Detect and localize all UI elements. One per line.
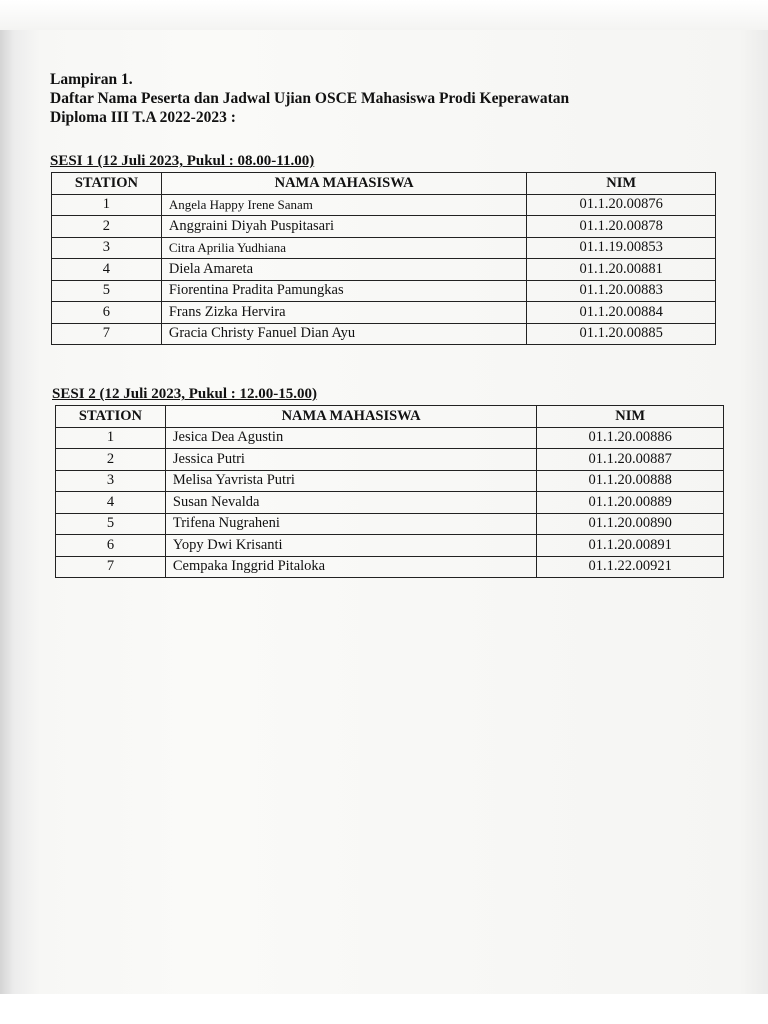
nim-cell: 01.1.20.00886 — [537, 427, 724, 449]
nim-cell: 01.1.20.00885 — [527, 323, 716, 345]
table-header-row — [52, 173, 716, 195]
column-header-nim: NIM — [537, 406, 724, 428]
station-cell: 7 — [56, 556, 166, 578]
student-name-cell: Anggraini Diyah Puspitasari — [161, 216, 526, 238]
appendix-label: Lampiran 1. — [50, 71, 133, 88]
page-bottom-margin — [0, 994, 768, 1024]
column-header-station: STATION — [52, 173, 162, 195]
column-header-station: STATION — [56, 406, 166, 428]
station-cell: 4 — [52, 259, 162, 281]
nim-cell: 01.1.20.00887 — [537, 449, 724, 471]
station-cell: 1 — [56, 427, 166, 449]
nim-cell: 01.1.22.00921 — [537, 556, 724, 578]
station-cell: 5 — [56, 513, 166, 535]
table-row — [56, 427, 724, 449]
nim-cell: 01.1.20.00881 — [527, 259, 716, 281]
session-1-table — [51, 172, 716, 345]
student-name-cell: Citra Aprilia Yudhiana — [161, 237, 526, 259]
student-name-cell: Angela Happy Irene Sanam — [161, 194, 526, 216]
table-row — [52, 302, 716, 324]
student-name-cell: Jesica Dea Agustin — [165, 427, 536, 449]
station-cell: 1 — [52, 194, 162, 216]
table-row — [56, 492, 724, 514]
table-row — [52, 237, 716, 259]
student-name-cell: Susan Nevalda — [165, 492, 536, 514]
student-name-cell: Trifena Nugraheni — [165, 513, 536, 535]
student-name-cell: Cempaka Inggrid Pitaloka — [165, 556, 536, 578]
table-row — [52, 216, 716, 238]
table-row — [52, 280, 716, 302]
nim-cell: 01.1.20.00884 — [527, 302, 716, 324]
table-row — [56, 470, 724, 492]
student-name-cell: Frans Zizka Hervira — [161, 302, 526, 324]
session-2-title: SESI 2 (12 Juli 2023, Pukul : 12.00-15.00) — [52, 386, 318, 402]
column-header-name: NAMA MAHASISWA — [165, 406, 536, 428]
station-cell: 6 — [56, 535, 166, 557]
station-cell: 7 — [52, 323, 162, 345]
page-top-margin — [0, 0, 768, 30]
station-cell: 3 — [52, 237, 162, 259]
student-name-cell: Yopy Dwi Krisanti — [165, 535, 536, 557]
station-cell: 3 — [56, 470, 166, 492]
nim-cell: 01.1.20.00889 — [537, 492, 724, 514]
document-subtitle: Diploma III T.A 2022-2023 : — [50, 109, 236, 126]
document-heading — [50, 70, 569, 127]
table-header-row — [56, 406, 724, 428]
nim-cell: 01.1.20.00890 — [537, 513, 724, 535]
student-name-cell: Melisa Yavrista Putri — [165, 470, 536, 492]
station-cell: 2 — [56, 449, 166, 471]
student-name-cell: Jessica Putri — [165, 449, 536, 471]
student-name-cell: Gracia Christy Fanuel Dian Ayu — [161, 323, 526, 345]
station-cell: 6 — [52, 302, 162, 324]
nim-cell: 01.1.19.00853 — [527, 237, 716, 259]
station-cell: 2 — [52, 216, 162, 238]
nim-cell: 01.1.20.00878 — [527, 216, 716, 238]
document-title: Daftar Nama Peserta dan Jadwal Ujian OSCE Mahasiswa Prodi Keperawatan — [50, 90, 570, 107]
table-row — [56, 535, 724, 557]
station-cell: 5 — [52, 280, 162, 302]
table-row — [52, 323, 716, 345]
table-row — [52, 194, 716, 216]
station-cell: 4 — [56, 492, 166, 514]
table-row — [56, 556, 724, 578]
table-row — [56, 513, 724, 535]
nim-cell: 01.1.20.00876 — [527, 194, 716, 216]
student-name-cell: Diela Amareta — [161, 259, 526, 281]
column-header-name: NAMA MAHASISWA — [161, 173, 526, 195]
table-row — [56, 449, 724, 471]
student-name-cell: Fiorentina Pradita Pamungkas — [161, 280, 526, 302]
nim-cell: 01.1.20.00891 — [537, 535, 724, 557]
session-2-table — [55, 405, 724, 578]
column-header-nim: NIM — [527, 173, 716, 195]
nim-cell: 01.1.20.00888 — [537, 470, 724, 492]
nim-cell: 01.1.20.00883 — [527, 280, 716, 302]
table-row — [52, 259, 716, 281]
session-1-title: SESI 1 (12 Juli 2023, Pukul : 08.00-11.00) — [50, 153, 315, 169]
